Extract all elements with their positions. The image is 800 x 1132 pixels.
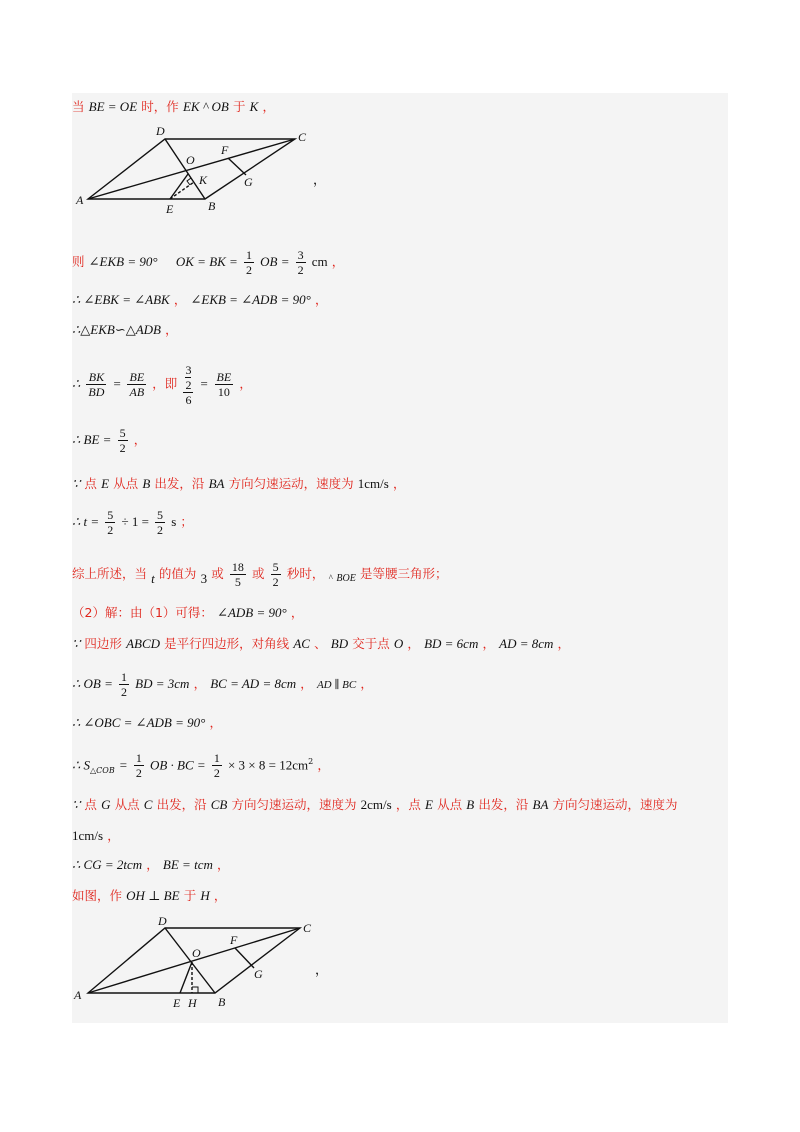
text-line-10 [72, 603, 303, 624]
label-b: B [218, 995, 226, 1009]
fraction: $\frac{5}{2}$ [107, 508, 114, 537]
label-d: D [156, 124, 165, 138]
text-line-12 [72, 668, 373, 701]
label-h: H [188, 996, 197, 1010]
fraction: $\frac{5}{2}$ [272, 560, 279, 589]
math-run: 1cm/s [357, 476, 389, 491]
text-run: 方向匀速运动，速度为 [552, 797, 678, 812]
fraction: $\frac{5}{2}$ [119, 426, 126, 455]
text-run: 是平行四边形，对角线 [164, 636, 290, 651]
text-run: 是等腰三角形； [360, 566, 448, 581]
text-run: 从点 [437, 797, 463, 812]
fraction: $\frac{BE}{10}$ [216, 370, 232, 399]
label-f: F [230, 933, 238, 947]
text-run: 则 [72, 254, 85, 269]
right-angle-mark [192, 987, 198, 993]
math-run: ∴ BE = [72, 432, 112, 447]
math-run: BA [208, 476, 225, 491]
text-run: ， [315, 962, 329, 977]
fraction: $\frac{1}{2}$ [121, 670, 128, 699]
text-run: ， [262, 99, 275, 114]
figure-1-trailing [313, 170, 326, 191]
text-run: 出发，沿 [478, 797, 529, 812]
diagonal-bd [165, 139, 205, 199]
text-run: 、 [314, 636, 327, 651]
label-g: G [254, 967, 263, 981]
text-run: 或 [211, 566, 224, 581]
text-run: ， [557, 636, 571, 651]
text-line-3 [72, 290, 328, 311]
parallelogram-figure-1 [70, 122, 310, 222]
text-run: ， [209, 715, 222, 730]
label-a: A [76, 193, 84, 207]
math-run: ^ [328, 573, 333, 583]
figure-2-trailing [315, 960, 328, 981]
text-run: ， [360, 676, 373, 691]
text-run: ， [290, 605, 304, 620]
text-run: 从点 [113, 476, 139, 491]
text-line-7 [72, 474, 405, 495]
math-run: OH ⊥ BE [126, 888, 180, 903]
fraction: $\frac{18}{5}$ [231, 560, 244, 589]
text-run: ， [213, 888, 227, 903]
math-run: ∠EKB = 90° [88, 254, 158, 269]
text-run: 点 [84, 797, 97, 812]
math-run: = [118, 757, 128, 773]
math-run: BA [532, 797, 549, 812]
math-run: AD = 8cm [499, 636, 554, 651]
text-line-8 [72, 506, 193, 539]
math-run: E [425, 797, 433, 812]
math-run: H [200, 888, 210, 903]
segment-oe [180, 962, 192, 993]
math-run: B [142, 476, 151, 491]
label-b: B [208, 199, 216, 213]
diagonal-bd [165, 928, 215, 993]
text-run: ， [407, 636, 420, 651]
math-run: ÷ 1 = [121, 514, 149, 529]
text-run: 从点 [114, 797, 140, 812]
math-run: AC [293, 636, 310, 651]
math-run: C [143, 797, 153, 812]
label-a: A [74, 988, 82, 1002]
text-run: ， [331, 254, 345, 269]
math-run: B [466, 797, 475, 812]
segment-oe [170, 174, 188, 199]
text-run: ，点 [395, 797, 421, 812]
label-o: O [192, 946, 201, 960]
text-line-2 [72, 248, 344, 277]
text-run: 四边形 [84, 636, 122, 651]
text-line-17 [72, 855, 230, 876]
label-g: G [244, 175, 253, 189]
parallelogram-figure-2 [70, 910, 330, 1016]
math-superscript: 2 [308, 757, 314, 766]
text-run: ， [300, 676, 313, 691]
label-c: C [298, 130, 307, 144]
label-f: F [221, 143, 229, 157]
math-run: 2cm/s [360, 797, 392, 812]
text-run: ， [107, 828, 120, 843]
math-run: = [112, 376, 122, 391]
text-run: ， [193, 676, 207, 691]
math-run: OK = BK = [175, 254, 238, 269]
text-run: 综上所述，当 [72, 566, 148, 581]
math-run: ∴ [72, 376, 81, 391]
text-run: ， [392, 476, 406, 491]
math-run: E [101, 476, 110, 491]
math-run: cm [311, 254, 328, 269]
math-run: BD [330, 636, 349, 651]
label-e: E [166, 202, 174, 216]
text-run: （2）解：由（1）可得： [72, 605, 213, 620]
math-run: ∴ ∠OBC = ∠ADB = 90° [72, 715, 206, 730]
fraction: $\frac{1}{2}$ [213, 751, 220, 781]
text-run: 秒时， [286, 566, 325, 581]
text-line-11 [72, 634, 570, 655]
math-run: EK ^ OB [182, 99, 229, 114]
math-run: ∴ t = [72, 514, 100, 529]
math-run: BOE [336, 573, 356, 584]
text-run: 交于点 [352, 636, 390, 651]
text-line-13 [72, 713, 222, 734]
math-run: ∵ [72, 636, 81, 651]
label-o: O [186, 153, 195, 167]
text-run: ， [146, 857, 159, 872]
math-run: ∴△EKB∽△ADB [72, 322, 161, 337]
text-run: 出发，沿 [156, 797, 207, 812]
text-run: ， [317, 757, 330, 773]
text-run: 方向匀速运动，速度为 [231, 797, 357, 812]
math-run: CB [210, 797, 228, 812]
label-c: C [303, 921, 312, 935]
math-run: BE = OE [88, 99, 138, 114]
text-line-14 [72, 746, 330, 787]
fraction: $\frac{1}{2}$ [135, 751, 142, 781]
text-run: 于 [183, 888, 197, 903]
math-run: ∠EKB = ∠ADB = 90° [190, 292, 311, 307]
math-run: BD = 6cm [424, 636, 479, 651]
segment-fg [235, 948, 254, 968]
fraction: $\frac{3}{2}$ [297, 248, 304, 277]
fraction: $\frac{5}{2}$ [157, 508, 164, 537]
label-k: K [199, 173, 208, 187]
math-run: ∵ [72, 476, 81, 491]
fraction: $\frac{BK}{BD}$ [88, 370, 105, 399]
math-run: ∴ OB = [72, 676, 113, 691]
label-d: D [158, 914, 167, 928]
math-run: OB = [260, 254, 290, 269]
math-run: t [151, 571, 155, 586]
math-run: ∴ S [72, 757, 91, 773]
math-run: = [199, 376, 209, 391]
math-run: × 3 × 8 = 12cm [227, 757, 309, 773]
text-run: 于 [233, 99, 246, 114]
math-run: ∵ [72, 797, 81, 812]
text-line-9 [72, 556, 448, 597]
diagonal-ac [88, 928, 300, 993]
text-run: ， [217, 857, 230, 872]
text-run: 点 [84, 476, 97, 491]
text-run: 方向匀速运动，速度为 [228, 476, 354, 491]
math-run: OB · BC = [149, 757, 206, 773]
text-line-15 [72, 795, 678, 816]
math-run: 3 [200, 571, 208, 586]
math-subscript: △COB [90, 765, 115, 775]
math-run: BD = 3cm [135, 676, 190, 691]
text-run: 时，作 [141, 99, 179, 114]
math-run: ∴ CG = 2tcm [72, 857, 143, 872]
text-line-18 [72, 886, 226, 907]
math-run: O [393, 636, 404, 651]
text-run: 出发，沿 [154, 476, 205, 491]
math-run: ∴ ∠EBK = ∠ABK [72, 292, 170, 307]
text-run: ， [133, 432, 147, 447]
math-run: s [171, 514, 177, 529]
fraction: $\frac{1}{2}$ [245, 248, 252, 277]
text-run: ， [313, 172, 327, 187]
text-run: ； [180, 514, 193, 529]
text-run: ，即 [152, 376, 178, 391]
fraction: $\frac{BE}{AB}$ [129, 370, 145, 399]
text-run: 的值为 [158, 566, 197, 581]
text-run: ， [165, 322, 178, 337]
math-run: ABCD [126, 636, 161, 651]
text-run: 当 [72, 99, 85, 114]
math-run: BC = AD = 8cm [210, 676, 297, 691]
text-line-6 [72, 424, 146, 457]
math-run: ∠ADB = 90° [217, 605, 287, 620]
math-run: 1cm/s [72, 828, 104, 843]
segment-ek-dashed [170, 182, 194, 199]
text-line-5 [72, 362, 252, 407]
math-run: AD ∥ BC [316, 679, 357, 691]
segment-fg [228, 158, 246, 175]
math-run: BE = tcm [162, 857, 213, 872]
text-line-1 [72, 97, 275, 118]
compound-fraction: 3 2 6 [185, 362, 192, 407]
text-line-4 [72, 320, 178, 341]
text-run: ， [482, 636, 495, 651]
text-line-16 [72, 826, 120, 847]
text-run: ， [314, 292, 328, 307]
math-run: G [101, 797, 111, 812]
text-run: 或 [252, 566, 265, 581]
label-e: E [173, 996, 181, 1010]
text-run: ， [239, 376, 252, 391]
text-run: 如图，作 [72, 888, 123, 903]
diagonal-ac [88, 139, 295, 199]
math-run: K [249, 99, 259, 114]
text-run: ， [173, 292, 187, 307]
